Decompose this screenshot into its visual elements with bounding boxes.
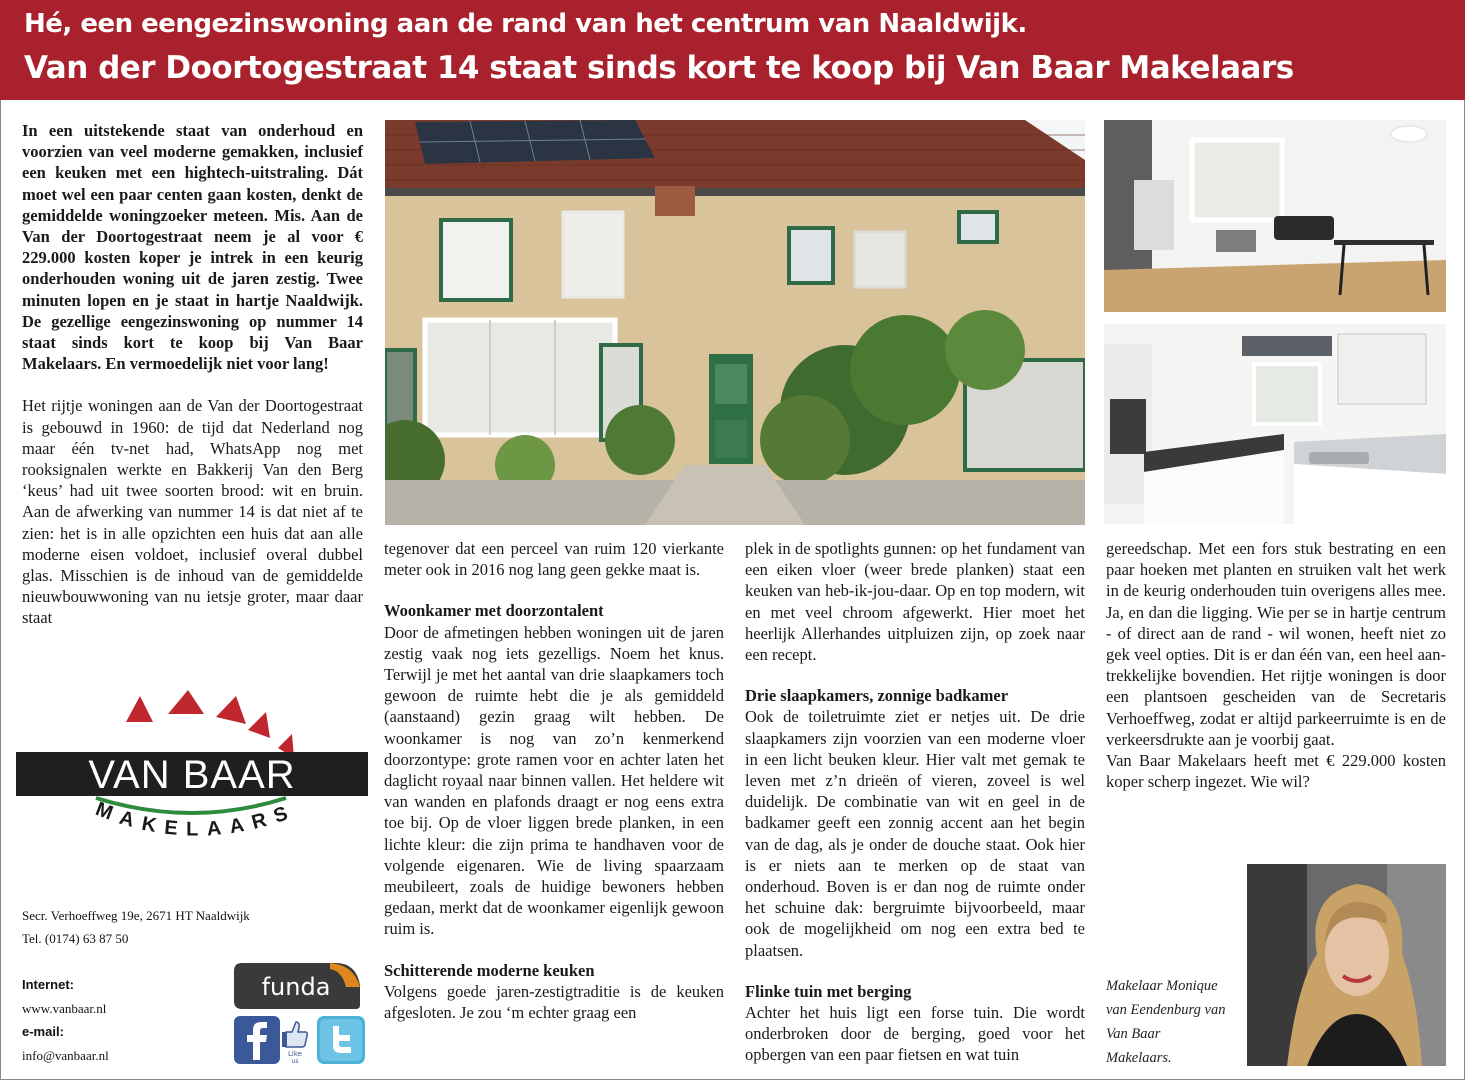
phone-line: Tel. (0174) 63 87 50	[22, 931, 129, 946]
living-room-photo	[1104, 120, 1446, 312]
caption-line: Makelaar Monique	[1106, 978, 1218, 994]
office-address	[22, 904, 250, 950]
caption-line: Van Baar	[1106, 1026, 1161, 1042]
article-column-2	[384, 538, 724, 1023]
column-4-paragraph-2: Van Baar Makelaars heeft met € 229.000 kosten koper scherp ingezet. Wie wil?	[1106, 751, 1446, 792]
caption-line: van Eendenburg van	[1106, 1002, 1226, 1018]
column-2-paragraph-1: tegenover dat een perceel van ruim 120 vierkante meter ook in 2016 nog lang geen gekke maat is.	[384, 539, 724, 580]
lead-paragraph: In een uitstekende staat van onderhoud en voorzien van veel moderne gemakken, inclusief een keuken met een hightech-uitstraling. Dát moet wel een paar centen gaan kosten, denkt de gemiddelde woningzoeker meteen. Mis. Aan de Van der Doortogestraat neem je al voor € 229.000 kosten koper je intrek in een keurig onderhouden woning uit de jaren zestig. Twee minuten lopen en je staat in hartje Naaldwijk. De gezellige eengezinswoning op nummer 14 staat sinds kort te koop bij Van Baar Makelaars. En vermoedelijk niet voor lang!	[22, 121, 363, 374]
column-4-paragraph-1: gereedschap. Met een fors stuk bestrating en een paar hoeken met planten en struiken valt het werk in de keurig onderhouden tuin overigens alles mee. Ja, en dan die ligging. Wie per se in hartje centrum - of direct aan de rand - wil wonen, heeft niet zo gek veel opties. Dit is er dan één van, een heel aantrekkelijke bovendien. Het rijtje woningen is door een plantsoen gescheiden van de Secretaris Verhoeffweg, zodat er altijd parkeerruimte is en de verkeersdrukte aan je voorbij gaat.	[1106, 539, 1446, 749]
column-3-paragraph-3: Achter het huis ligt een forse tuin. Die wordt onderbroken door de berging, goed voor het opbergen van een paar fietsen en wat tuin	[745, 1003, 1085, 1065]
article-column-4	[1106, 538, 1446, 792]
address-line: Secr. Verhoeffweg 19e, 2671 HT Naaldwijk	[22, 908, 250, 923]
body-paragraph: Het rijtje woningen aan de Van der Doortogestraat is gebouwd in 1960: de tijd dat Nederland nog maar één tv-net had, WhatsApp nog met rooksignalen werkte en Bakkerij Van den Berg ‘keus’ had uit twee soorten brood: wit en bruin. Aan de afwerking van nummer 14 is dat niet af te zien: het is in alle opzichten een huis dat aan alle moderne eisen voldoet, inclusief overal dubbel glas. Misschien is de inhoud van de gemiddelde nieuwbouwwoning van nu ietsje groter, maar daar staat	[22, 396, 363, 628]
contact-block	[22, 973, 109, 1067]
article-column-3	[745, 538, 1085, 1066]
svg-text:us: us	[291, 1058, 299, 1064]
facebook-icon[interactable]	[234, 1016, 280, 1064]
portrait-caption	[1106, 974, 1241, 1070]
headline-line-1: Hé, een eengezinswoning aan de rand van het centrum van Naaldwijk.	[24, 9, 1027, 39]
logo-triangle	[126, 696, 153, 722]
subheading-tuin: Flinke tuin met berging	[745, 981, 912, 1001]
funda-text: funda	[261, 973, 331, 1001]
agent-portrait-photo	[1247, 864, 1446, 1066]
column-3-paragraph-1: plek in de spotlights gunnen: op het fundament van een eiken vloer (weer brede planken) staat een keuken van heb-ik-jou-daar. Op en top modern, wit en met veel chroom afgewerkt. Hier moet het heerlijk Allerhandes uitpluizen zijn, op zoek naar een recept.	[745, 539, 1085, 665]
column-2-paragraph-3: Volgens goede jaren-zestigtraditie is de keuken afgesloten. Je zou ‘m echter graag een	[384, 981, 724, 1023]
logo-triangle	[168, 690, 204, 714]
subheading-keuken: Schitterende moderne keuken	[384, 960, 595, 980]
logo-triangle	[216, 696, 246, 724]
funda-logo[interactable]	[234, 963, 364, 1009]
logo-triangle	[248, 712, 270, 738]
email-link[interactable]: info@vanbaar.nl	[22, 1047, 109, 1063]
subheading-slaapkamers: Drie slaapkamers, zonnige badkamer	[745, 686, 1009, 706]
column-2-paragraph-2: Door de afmetingen hebben woningen uit de jaren zestig vaak nog iets gezelligs. Noem het knus. Terwijl je met het aantal van drie slaapkamers toch gewoon de ruimte hebt die je als gemiddeld (aanstaand) gezin graag wilt hebben. De woonkamer is nog van zo’n kenmerkend doorzontype: grote ramen voor en achter laten het daglicht royaal naar binnen vallen. Het heldere wit van wanden en plafonds draagt er nog eens extra toe bij. Op de vloer liggen brede planken, in een lichte kleur: die zijn prima te handhaven voor de volgende eigenaren. Wie de living spaarzaam meubileert, zoals de huidige bewoners hebben gedaan, merkt dat de woonkamer eigenlijk gewoon ruim is.	[384, 622, 724, 939]
logo-subtitle: MAKELAARS	[92, 798, 300, 841]
van-baar-logo	[16, 690, 368, 845]
caption-line: Makelaars.	[1106, 1050, 1172, 1066]
like-text: Like	[288, 1050, 302, 1058]
house-exterior-photo	[385, 120, 1085, 525]
logo-name: VAN BAAR	[88, 753, 296, 797]
like-thumb-icon[interactable]	[280, 1018, 310, 1064]
twitter-icon[interactable]	[317, 1016, 365, 1064]
headline-line-2: Van der Doortogestraat 14 staat sinds kort te koop bij Van Baar Makelaars	[24, 50, 1294, 86]
header-banner	[0, 0, 1465, 100]
column-3-paragraph-2: Ook de toiletruimte ziet er netjes uit. De drie slaapkamers zijn voorzien van een moderne vloer in een licht beuken kleur. Hier valt met gemak te leven met z’n drieën of vieren, zoveel is wel duidelijk. De combinatie van wit en geel in de badkamer geeft een zonnig accent aan het begin van de dag, als je onder de douche staat. Ook hier is er niets aan te merken op de staat van onderhoud. Boven is er dan nog de ruimte onder het schuine dak: bergruimte bijvoorbeeld, maar ook de mogelijkheid om nog een extra bed te plaatsen.	[745, 707, 1085, 960]
article-column-1	[22, 120, 363, 629]
email-label: e-mail:	[22, 1024, 64, 1039]
internet-label: Internet:	[22, 977, 74, 992]
subheading-woonkamer: Woonkamer met doorzontalent	[384, 601, 604, 621]
kitchen-photo	[1104, 324, 1446, 524]
website-link[interactable]: www.vanbaar.nl	[22, 1000, 107, 1016]
